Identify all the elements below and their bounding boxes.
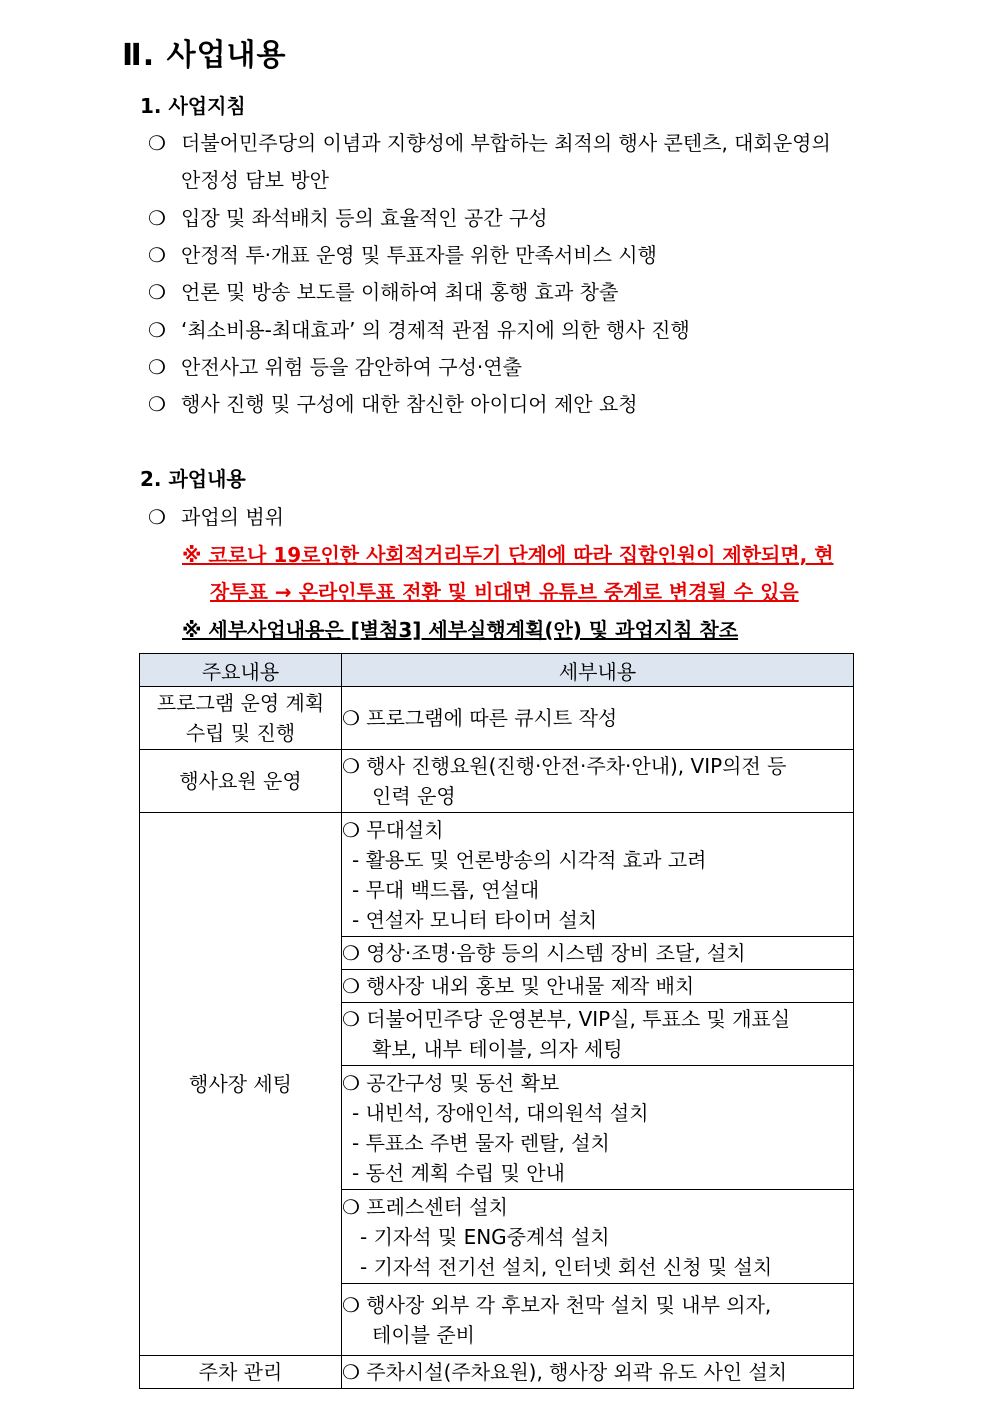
table-row — [140, 1356, 854, 1389]
circle-bullet-icon: ❍ — [342, 974, 360, 998]
circle-bullet-icon: ❍ — [342, 706, 360, 730]
section-heading-guidelines: 1. 사업지침 — [140, 94, 246, 118]
detail-cell: ❍ 무대설치 - 활용도 및 언론방송의 시각적 효과 고려 - 무대 백드롭, 연설대 - 연설자 모니터 타이머 설치 — [342, 813, 854, 937]
table-row — [140, 687, 854, 750]
table-header-row — [140, 654, 854, 687]
task-scope-item: ❍ 과업의 범위 — [148, 505, 284, 529]
detail-cell: ❍ 행사장 외부 각 후보자 천막 설치 및 내부 의자, 테이블 준비 — [342, 1284, 854, 1356]
circle-bullet-icon: ❍ — [342, 941, 360, 965]
circle-bullet-icon: ❍ — [148, 392, 166, 416]
detail-cell: ❍ 더불어민주당 운영본부, VIP실, 투표소 및 개표실 확보, 내부 테이블, 의자 세팅 — [342, 1003, 854, 1066]
guideline-item: ❍ 더불어민주당의 이념과 지향성에 부합하는 최적의 행사 콘텐츠, 대회운영의 — [148, 131, 831, 155]
header-main-content: 주요내용 — [140, 654, 342, 687]
table-row — [140, 813, 854, 937]
circle-bullet-icon: ❍ — [148, 280, 166, 304]
section-heading-tasks: 2. 과업내용 — [140, 467, 246, 491]
circle-bullet-icon: ❍ — [342, 1007, 360, 1031]
circle-bullet-icon: ❍ — [342, 1194, 360, 1219]
detail-cell: ❍ 행사장 내외 홍보 및 안내물 제작 배치 — [342, 970, 854, 1003]
detail-cell: ❍ 행사 진행요원(진행·안전·주차·안내), VIP의전 등 인력 운영 — [342, 750, 854, 813]
circle-bullet-icon: ❍ — [148, 318, 166, 342]
covid-notice-line2: 장투표 → 온라인투표 전환 및 비대면 유튜브 중계로 변경될 수 있음 — [210, 580, 799, 604]
detail-cell: ❍ 공간구성 및 동선 확보 - 내빈석, 장애인석, 대의원석 설치 - 투표소 주변 물자 렌탈, 설치 - 동선 계획 수립 및 안내 — [342, 1066, 854, 1190]
detail-cell: ❍ 영상·조명·음향 등의 시스템 장비 조달, 설치 — [342, 937, 854, 970]
circle-bullet-icon: ❍ — [148, 206, 166, 230]
attachment-reference-note: ※ 세부사업내용은 [별첨3] 세부실행계획(안) 및 과업지침 참조 — [182, 618, 739, 642]
guideline-item-continued: 안정성 담보 방안 — [181, 168, 329, 192]
detail-cell: ❍ 프로그램에 따른 큐시트 작성 — [342, 687, 854, 750]
guideline-item: ❍ 언론 및 방송 보도를 이해하여 최대 홍행 효과 창출 — [148, 280, 619, 304]
detail-cell: ❍ 프레스센터 설치 - 기자석 및 ENG중계석 설치 - 기자석 전기선 설치, 인터넷 회선 신청 및 설치 — [342, 1190, 854, 1284]
circle-bullet-icon: ❍ — [148, 243, 166, 267]
detail-cell: ❍ 주차시설(주차요원), 행사장 외곽 유도 사인 설치 — [342, 1356, 854, 1389]
header-detail-content: 세부내용 — [342, 654, 854, 687]
task-table — [139, 653, 854, 1389]
circle-bullet-icon: ❍ — [342, 1070, 360, 1095]
category-cell: 프로그램 운영 계획 수립 및 진행 — [140, 687, 342, 750]
table-row — [140, 750, 854, 813]
circle-bullet-icon: ❍ — [342, 1360, 360, 1384]
circle-bullet-icon: ❍ — [148, 355, 166, 379]
category-cell: 행사장 세팅 — [140, 813, 342, 1356]
guideline-item: ❍ 안전사고 위험 등을 감안하여 구성·연출 — [148, 355, 522, 379]
page-title: Ⅱ. 사업내용 — [122, 38, 287, 73]
circle-bullet-icon: ❍ — [342, 1292, 360, 1317]
category-cell: 행사요원 운영 — [140, 750, 342, 813]
circle-bullet-icon: ❍ — [342, 817, 360, 842]
guideline-item: ❍ ‘최소비용-최대효과’ 의 경제적 관점 유지에 의한 행사 진행 — [148, 318, 690, 342]
category-cell: 주차 관리 — [140, 1356, 342, 1389]
circle-bullet-icon: ❍ — [148, 131, 166, 155]
guideline-item: ❍ 행사 진행 및 구성에 대한 참신한 아이디어 제안 요청 — [148, 392, 638, 416]
guideline-item: ❍ 안정적 투·개표 운영 및 투표자를 위한 만족서비스 시행 — [148, 243, 657, 267]
circle-bullet-icon: ❍ — [148, 505, 166, 529]
circle-bullet-icon: ❍ — [342, 754, 360, 778]
guideline-item: ❍ 입장 및 좌석배치 등의 효율적인 공간 구성 — [148, 206, 548, 230]
covid-notice-line1: ※ 코로나 19로인한 사회적거리두기 단계에 따라 집합인원이 제한되면, 현 — [182, 543, 834, 567]
